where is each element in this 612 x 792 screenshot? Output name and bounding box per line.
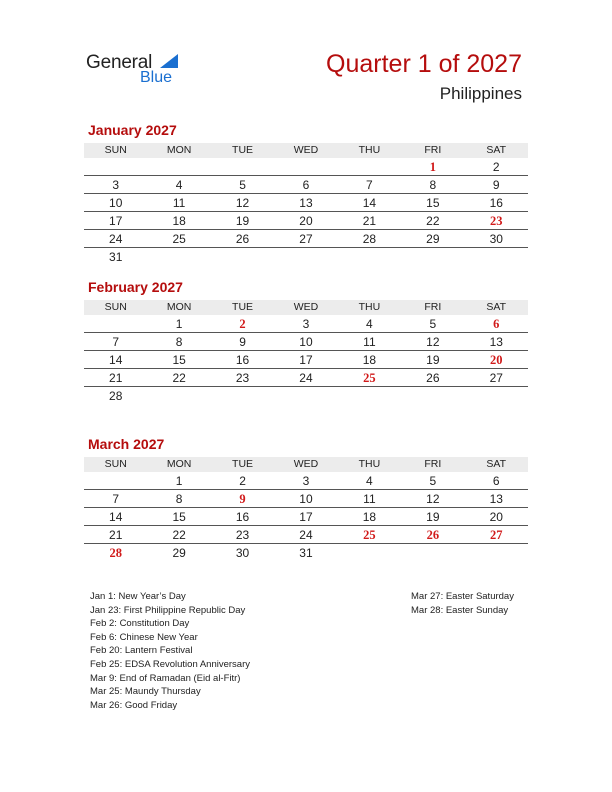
day-cell: 24 xyxy=(299,528,313,542)
weekday-label: SUN xyxy=(104,301,127,313)
day-cell: 13 xyxy=(489,492,503,506)
day-cell: 27 xyxy=(299,232,313,246)
weekday-label: FRI xyxy=(424,458,442,470)
empty-day-cell xyxy=(401,248,464,266)
holiday-note: Jan 23: First Philippine Republic Day xyxy=(90,604,246,616)
week-row xyxy=(84,490,528,508)
day-cell: 11 xyxy=(363,492,376,506)
day-cell: 7 xyxy=(366,178,373,192)
day-cell: 23 xyxy=(235,528,250,542)
holiday-note: Feb 6: Chinese New Year xyxy=(90,631,198,643)
weekday-label: SAT xyxy=(486,458,507,470)
empty-day-cell xyxy=(84,472,147,489)
day-cell: 16 xyxy=(489,196,503,210)
day-cell: 14 xyxy=(109,510,123,524)
day-cell: 2 xyxy=(239,317,246,331)
weekday-label: SUN xyxy=(104,458,127,470)
day-cell: 22 xyxy=(426,214,440,228)
week-row xyxy=(84,472,528,490)
holiday-notes-left xyxy=(90,590,250,712)
weekday-label: THU xyxy=(358,458,381,470)
weekday-label: TUE xyxy=(232,458,254,470)
day-cell: 26 xyxy=(235,232,250,246)
day-cell: 11 xyxy=(172,196,186,210)
day-cell: 20 xyxy=(489,510,503,524)
day-cell: 19 xyxy=(426,353,440,367)
day-cell: 31 xyxy=(109,250,123,264)
weekday-label: SAT xyxy=(486,301,507,313)
day-cell: 16 xyxy=(235,353,250,367)
weekday-label: TUE xyxy=(232,144,254,156)
month-march xyxy=(84,436,528,562)
day-cell: 14 xyxy=(109,353,123,367)
weekday-label: WED xyxy=(293,144,319,156)
holiday-note: Jan 1: New Year’s Day xyxy=(90,591,186,602)
empty-day-cell xyxy=(147,248,210,266)
empty-day-cell xyxy=(147,387,210,405)
day-cell: 1 xyxy=(175,474,183,488)
country-name: Philippines xyxy=(439,84,522,103)
logo-word-general: General xyxy=(86,52,153,73)
day-cell: 17 xyxy=(109,214,123,228)
month-january xyxy=(84,122,528,266)
day-cell: 3 xyxy=(112,178,120,192)
weekday-label: WED xyxy=(293,301,319,313)
empty-day-cell xyxy=(465,387,528,405)
empty-day-cell xyxy=(147,158,210,175)
empty-day-cell xyxy=(211,158,274,175)
day-cell: 23 xyxy=(235,371,250,385)
day-cell: 7 xyxy=(112,492,120,506)
empty-day-cell xyxy=(211,387,274,405)
day-cell: 25 xyxy=(363,371,376,385)
day-cell: 4 xyxy=(175,178,183,192)
month-title: February 2027 xyxy=(88,279,183,295)
holiday-note: Feb 25: EDSA Revolution Anniversary xyxy=(90,658,251,670)
day-cell: 25 xyxy=(172,232,186,246)
empty-day-cell xyxy=(274,248,337,266)
day-cell: 21 xyxy=(109,528,123,542)
weekday-label: THU xyxy=(358,144,381,156)
day-cell: 15 xyxy=(172,353,186,367)
empty-day-cell xyxy=(338,248,401,266)
day-cell: 31 xyxy=(299,546,313,560)
week-row xyxy=(84,544,528,562)
empty-day-cell xyxy=(84,158,147,175)
empty-day-cell xyxy=(465,248,528,266)
day-cell: 23 xyxy=(489,214,503,228)
weekday-label: FRI xyxy=(424,301,442,313)
day-cell: 17 xyxy=(299,353,313,367)
week-row xyxy=(84,369,528,387)
day-cell: 9 xyxy=(239,335,246,349)
generalblue-logo xyxy=(86,52,186,92)
month-title: January 2027 xyxy=(88,122,177,138)
day-cell: 12 xyxy=(426,492,440,506)
day-cell: 16 xyxy=(235,510,250,524)
day-cell: 21 xyxy=(109,371,123,385)
day-cell: 15 xyxy=(426,196,440,210)
weekday-label: MON xyxy=(166,458,192,470)
day-cell: 30 xyxy=(489,232,503,246)
day-cell: 28 xyxy=(362,232,377,246)
day-cell: 20 xyxy=(489,353,503,367)
day-cell: 20 xyxy=(299,214,313,228)
day-cell: 5 xyxy=(429,474,437,488)
week-row xyxy=(84,315,528,333)
day-cell: 13 xyxy=(489,335,503,349)
day-cell: 18 xyxy=(362,353,377,367)
day-cell: 8 xyxy=(175,492,183,506)
day-cell: 5 xyxy=(239,178,246,192)
weekday-header-row xyxy=(84,143,528,158)
day-cell: 17 xyxy=(299,510,313,524)
day-cell: 18 xyxy=(172,214,186,228)
empty-day-cell xyxy=(401,387,464,405)
holiday-note: Mar 9: End of Ramadan (Eid al-Fitr) xyxy=(90,672,241,684)
week-row xyxy=(84,333,528,351)
day-cell: 21 xyxy=(362,214,377,228)
weekday-header-row xyxy=(84,300,528,315)
weekday-label: MON xyxy=(166,301,192,313)
day-cell: 2 xyxy=(492,160,500,174)
holiday-note: Mar 27: Easter Saturday xyxy=(411,591,514,602)
empty-day-cell xyxy=(274,387,337,405)
day-cell: 6 xyxy=(493,317,500,331)
day-cell: 18 xyxy=(362,510,377,524)
day-cell: 11 xyxy=(363,335,376,349)
day-cell: 30 xyxy=(235,546,250,560)
weekday-header-row xyxy=(84,457,528,472)
weekday-label: FRI xyxy=(424,144,442,156)
day-cell: 12 xyxy=(235,196,250,210)
day-cell: 29 xyxy=(172,546,186,560)
day-cell: 29 xyxy=(426,232,440,246)
day-cell: 22 xyxy=(172,371,186,385)
holiday-note: Mar 26: Good Friday xyxy=(90,699,178,711)
day-cell: 9 xyxy=(239,492,246,506)
day-cell: 6 xyxy=(302,178,310,192)
day-cell: 24 xyxy=(299,371,313,385)
day-cell: 28 xyxy=(109,389,123,403)
day-cell: 19 xyxy=(426,510,440,524)
week-row xyxy=(84,351,528,369)
day-cell: 26 xyxy=(426,528,440,542)
page-title: Quarter 1 of 2027 xyxy=(326,50,522,78)
day-cell: 14 xyxy=(362,196,377,210)
weekday-label: WED xyxy=(293,458,319,470)
week-row xyxy=(84,158,528,176)
day-cell: 4 xyxy=(366,317,373,331)
day-cell: 4 xyxy=(366,474,373,488)
empty-day-cell xyxy=(465,544,528,562)
day-cell: 1 xyxy=(175,317,183,331)
month-title: March 2027 xyxy=(88,436,165,452)
day-cell: 15 xyxy=(172,510,186,524)
day-cell: 5 xyxy=(429,317,437,331)
day-cell: 3 xyxy=(302,474,310,488)
week-row xyxy=(84,194,528,212)
logo-word-blue: Blue xyxy=(140,69,173,86)
holiday-note: Feb 2: Constitution Day xyxy=(90,618,190,630)
day-cell: 24 xyxy=(109,232,123,246)
day-cell: 2 xyxy=(239,474,246,488)
day-cell: 26 xyxy=(426,371,440,385)
day-cell: 8 xyxy=(175,335,183,349)
day-cell: 10 xyxy=(299,492,313,506)
empty-day-cell xyxy=(211,248,274,266)
holiday-note: Mar 28: Easter Sunday xyxy=(411,604,509,616)
day-cell: 1 xyxy=(429,160,436,174)
day-cell: 25 xyxy=(363,528,376,542)
holiday-note: Mar 25: Maundy Thursday xyxy=(90,686,201,698)
week-row xyxy=(84,230,528,248)
weekday-label: SUN xyxy=(104,144,127,156)
day-cell: 3 xyxy=(302,317,310,331)
weekday-label: MON xyxy=(166,144,192,156)
day-cell: 27 xyxy=(489,371,503,385)
empty-day-cell xyxy=(338,544,401,562)
weekday-label: TUE xyxy=(232,301,254,313)
day-cell: 10 xyxy=(109,196,123,210)
day-cell: 12 xyxy=(426,335,440,349)
day-cell: 8 xyxy=(429,178,437,192)
day-cell: 28 xyxy=(109,546,122,560)
logo-triangle-icon xyxy=(160,54,178,68)
week-row xyxy=(84,176,528,194)
week-row xyxy=(84,212,528,230)
day-cell: 13 xyxy=(299,196,313,210)
empty-day-cell xyxy=(338,387,401,405)
holiday-note: Feb 20: Lantern Festival xyxy=(90,645,193,657)
week-row xyxy=(84,248,528,266)
month-february xyxy=(84,279,528,405)
holiday-notes-right xyxy=(411,590,514,617)
week-row xyxy=(84,526,528,544)
week-row xyxy=(84,387,528,405)
empty-day-cell xyxy=(338,158,401,175)
day-cell: 6 xyxy=(492,474,500,488)
week-row xyxy=(84,508,528,526)
empty-day-cell xyxy=(401,544,464,562)
day-cell: 27 xyxy=(489,528,503,542)
empty-day-cell xyxy=(84,315,147,332)
weekday-label: THU xyxy=(358,301,381,313)
day-cell: 9 xyxy=(492,178,500,192)
empty-day-cell xyxy=(274,158,337,175)
day-cell: 19 xyxy=(235,214,250,228)
day-cell: 22 xyxy=(172,528,186,542)
day-cell: 7 xyxy=(112,335,120,349)
day-cell: 10 xyxy=(299,335,313,349)
weekday-label: SAT xyxy=(486,144,507,156)
